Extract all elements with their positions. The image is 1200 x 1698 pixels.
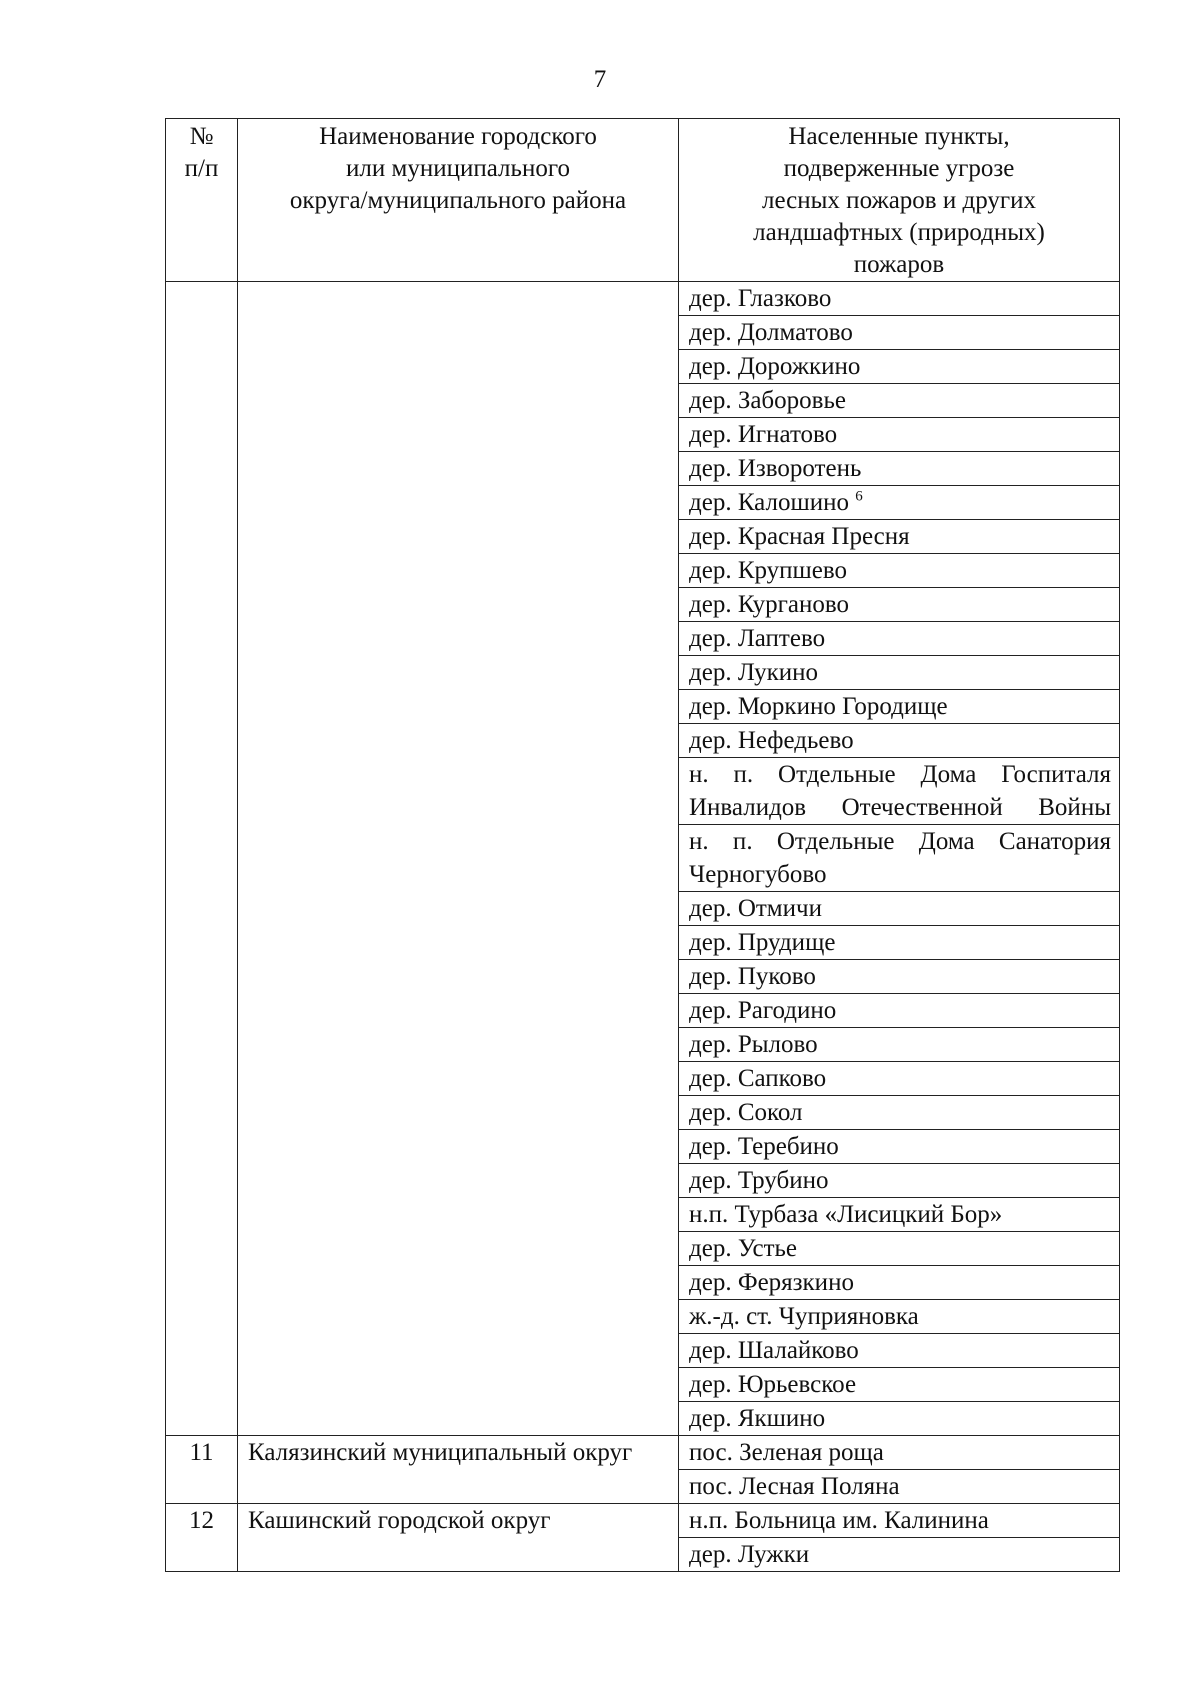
settlement-cell <box>679 758 1120 825</box>
settlement-cell <box>679 960 1120 994</box>
settlement-name: дер. Трубино <box>689 1167 829 1194</box>
district-name <box>238 282 679 1436</box>
district-name: Калязинский муниципальный округ <box>238 1436 679 1504</box>
settlement-name: н.п. Турбаза «Лисицкий Бор» <box>689 1201 1003 1228</box>
settlement-cell <box>679 825 1120 892</box>
settlement-name: дер. Заборовье <box>689 387 846 414</box>
settlement-cell <box>679 1164 1120 1198</box>
table-header-row <box>166 119 1120 282</box>
settlement-cell <box>679 350 1120 384</box>
settlement-cell <box>679 1368 1120 1402</box>
settlement-cell <box>679 1232 1120 1266</box>
settlements-table <box>165 118 1120 1572</box>
settlement-name: дер. Лукино <box>689 659 819 686</box>
header-places <box>679 119 1120 282</box>
settlement-name: дер. Сапково <box>689 1065 827 1092</box>
table-row <box>166 1436 1120 1470</box>
settlement-name: дер. Игнатово <box>689 421 838 448</box>
settlement-cell <box>679 1096 1120 1130</box>
row-number: 12 <box>166 1504 238 1572</box>
settlement-name: дер. Отмичи <box>689 895 822 922</box>
settlement-name: дер. Глазково <box>689 285 832 312</box>
settlement-name: дер. Юрьевское <box>689 1371 857 1398</box>
settlement-cell <box>679 486 1120 520</box>
settlement-name: дер. Моркино Городище <box>689 693 948 720</box>
settlement-cell <box>679 554 1120 588</box>
settlement-cell <box>679 452 1120 486</box>
settlement-cell <box>679 282 1120 316</box>
settlement-cell <box>679 1402 1120 1436</box>
settlement-cell <box>679 588 1120 622</box>
settlement-name: дер. Изворотень <box>689 455 862 482</box>
settlement-cell <box>679 1028 1120 1062</box>
settlement-name: дер. Курганово <box>689 591 849 618</box>
table-row <box>166 1504 1120 1538</box>
settlement-cell <box>679 1130 1120 1164</box>
header-num <box>166 119 238 282</box>
header-district <box>238 119 679 282</box>
settlement-cell <box>679 690 1120 724</box>
settlement-cell <box>679 1266 1120 1300</box>
settlement-cell <box>679 656 1120 690</box>
settlement-name: дер. Дорожкино <box>689 353 861 380</box>
settlement-name: ж.-д. ст. Чуприяновка <box>689 1303 919 1330</box>
settlement-name: н.п. Больница им. Калинина <box>689 1507 989 1534</box>
settlement-name: дер. Рагодино <box>689 997 837 1024</box>
table-body <box>166 282 1120 1572</box>
settlement-name: дер. Долматово <box>689 319 853 346</box>
settlement-name: дер. Устье <box>689 1235 798 1262</box>
settlement-cell <box>679 1436 1120 1470</box>
settlement-cell <box>679 1300 1120 1334</box>
settlement-name: дер. Якшино <box>689 1405 826 1432</box>
settlement-name: дер. Рылово <box>689 1031 818 1058</box>
settlement-name: дер. Лужки <box>689 1541 810 1568</box>
row-number <box>166 282 238 1436</box>
settlement-name: дер. Пуково <box>689 963 816 990</box>
settlement-cell <box>679 1062 1120 1096</box>
settlement-name: н. п. Отдельные Дома Санатория Черногубово <box>689 828 1111 888</box>
settlement-name: дер. Сокол <box>689 1099 803 1126</box>
settlement-cell <box>679 316 1120 350</box>
settlement-name: дер. Теребино <box>689 1133 839 1160</box>
settlement-name: дер. Нефедьево <box>689 727 854 754</box>
settlement-name: дер. Калошино <box>689 489 849 516</box>
row-number: 11 <box>166 1436 238 1504</box>
settlement-cell <box>679 418 1120 452</box>
district-name: Кашинский городской округ <box>238 1504 679 1572</box>
settlement-cell <box>679 1470 1120 1504</box>
settlement-name: дер. Шалайково <box>689 1337 859 1364</box>
settlement-cell <box>679 520 1120 554</box>
settlement-name: дер. Лаптево <box>689 625 826 652</box>
settlement-cell <box>679 622 1120 656</box>
settlement-cell <box>679 994 1120 1028</box>
header-district-text: Наименование городского или муниципального округа/муниципального района <box>289 123 627 214</box>
header-num-text: № п/п <box>184 123 219 182</box>
settlement-name: дер. Ферязкино <box>689 1269 854 1296</box>
settlement-cell <box>679 1198 1120 1232</box>
table-row <box>166 282 1120 316</box>
settlement-name: дер. Прудище <box>689 929 836 956</box>
settlement-cell <box>679 724 1120 758</box>
settlement-cell <box>679 1334 1120 1368</box>
header-places-text: Населенные пункты, подверженные угрозе лесных пожаров и других ландшафтных (природных) пожаров <box>753 123 1045 278</box>
settlement-name: пос. Зеленая роща <box>689 1439 884 1466</box>
settlement-cell <box>679 892 1120 926</box>
settlement-name: пос. Лесная Поляна <box>689 1473 900 1500</box>
settlement-cell <box>679 384 1120 418</box>
settlement-name: дер. Крупшево <box>689 557 848 584</box>
settlement-cell <box>679 1538 1120 1572</box>
settlement-cell <box>679 926 1120 960</box>
page-number: 7 <box>593 66 607 93</box>
settlement-name: н. п. Отдельные Дома Госпиталя Инвалидов Отечественной Войны <box>689 761 1111 821</box>
footnote-mark: 6 <box>855 488 863 505</box>
settlement-name: дер. Красная Пресня <box>689 523 910 550</box>
settlement-cell <box>679 1504 1120 1538</box>
